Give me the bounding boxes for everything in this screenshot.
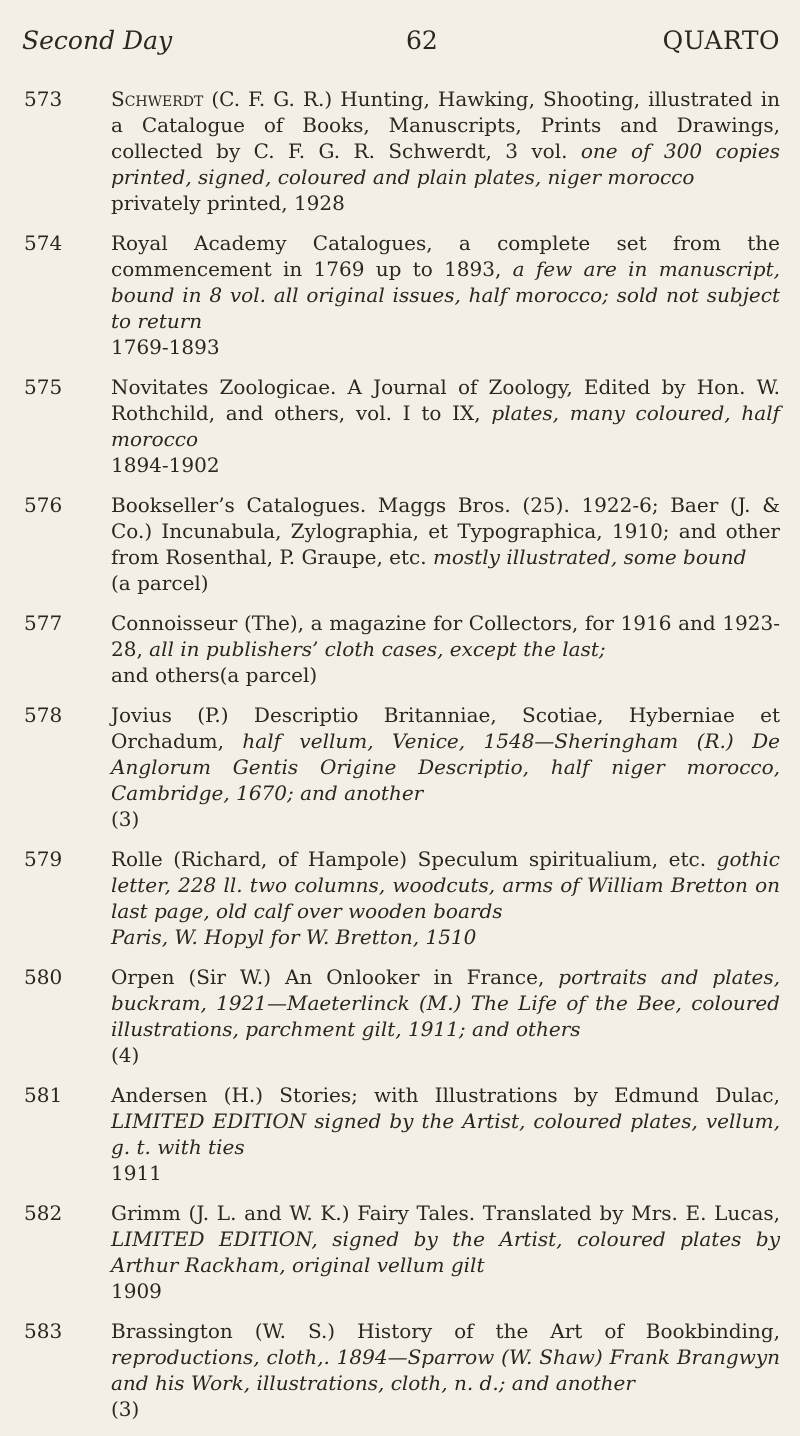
- lot-text: Brassington (W. S.) History of the Art of Bookbinding,: [111, 1319, 780, 1343]
- section-title: Second Day: [22, 26, 173, 55]
- lot-entry: [24, 702, 780, 832]
- lot-number: 575: [24, 375, 63, 399]
- lot-description: [111, 964, 780, 1068]
- lot-number: 582: [24, 1201, 63, 1225]
- lot-detail: LIMITED EDITION signed by the Artist, coloured plates, vellum, g. t. with ties: [111, 1109, 780, 1159]
- lot-description: [111, 230, 780, 360]
- lot-description: [111, 374, 780, 478]
- lot-number: 579: [24, 847, 63, 871]
- lot-text: Royal Academy Catalogues, a complete set from the commencement in 1769 up to 1893,: [111, 231, 780, 281]
- lot-entry: [24, 230, 780, 360]
- lot-text: Orpen (Sir W.) An Onlooker in France,: [111, 965, 545, 989]
- lot-number: 574: [24, 231, 63, 255]
- lot-entry: [24, 1318, 780, 1422]
- lot-trailer: (3): [111, 807, 140, 831]
- page-number: 62: [406, 26, 438, 55]
- lot-trailer: 1894-1902: [111, 453, 220, 477]
- lot-detail: a few are in manuscript, bound in 8 vol. all original issues, half morocco; sold not subject to return: [111, 257, 781, 333]
- lot-number: 573: [24, 87, 63, 111]
- lot-text: Bookseller’s Catalogues. Maggs Bros. (25). 1922-6; Baer (J. & Co.) Incunabula, Zylographia, et Typographica, 1910; and other from Rosenthal, P. Graupe, etc.: [111, 493, 780, 569]
- lot-description: [111, 846, 780, 950]
- lot-detail: half vellum, Venice, 1548—Sheringham (R.) De Anglorum Gentis Origine Descriptio, half niger morocco, Cambridge, 1670; and another: [111, 729, 781, 805]
- lot-trailer: 1769-1893: [111, 335, 220, 359]
- lot-entry: [24, 1200, 780, 1304]
- lot-author: Schwerdt (C. F. G. R.): [111, 87, 333, 111]
- lot-entry: [24, 610, 780, 688]
- lot-text: Connoisseur (The), a magazine for Collectors, for 1916 and 1923-28,: [111, 611, 780, 661]
- lot-trailer: 1909: [111, 1279, 162, 1303]
- lot-text: Novitates Zoologicae. A Journal of Zoology, Edited by Hon. W. Rothchild, and others, vol. I to IX,: [111, 375, 780, 425]
- lot-description: [111, 492, 780, 596]
- lot-detail: portraits and plates, buckram, 1921—Maeterlinck (M.) The Life of the Bee, coloured illustrations, parchment gilt, 1911; and others: [111, 965, 781, 1041]
- lot-description: [111, 86, 780, 216]
- lot-trailer: (a parcel): [111, 571, 209, 595]
- lot-number: 576: [24, 493, 63, 517]
- lot-detail: one of 300 copies printed, signed, coloured and plain plates, niger morocco: [111, 139, 780, 189]
- lot-number: 577: [24, 611, 63, 635]
- lot-number: 578: [24, 703, 63, 727]
- lot-trailer: (4): [111, 1043, 140, 1067]
- lot-list: [24, 86, 780, 1436]
- lot-trailer: (3): [111, 1397, 140, 1421]
- lot-trailer: privately printed, 1928: [111, 191, 345, 215]
- lot-detail: mostly illustrated, some bound: [432, 545, 747, 569]
- lot-detail: all in publishers’ cloth cases, except the last;: [149, 637, 606, 661]
- lot-entry: [24, 86, 780, 216]
- lot-text: Andersen (H.) Stories; with Illustrations by Edmund Dulac,: [111, 1083, 780, 1107]
- lot-text: Grimm (J. L. and W. K.) Fairy Tales. Translated by Mrs. E. Lucas,: [111, 1201, 780, 1225]
- lot-number: 580: [24, 965, 63, 989]
- lot-description: [111, 1082, 780, 1186]
- lot-trailer: (a parcel): [219, 663, 318, 687]
- lot-number: 581: [24, 1083, 63, 1107]
- lot-entry: [24, 374, 780, 478]
- lot-detail: reproductions, cloth,. 1894—Sparrow (W. Shaw) Frank Brangwyn and his Work, illustrations, cloth, n. d.; and another: [111, 1345, 780, 1395]
- page-header: [22, 26, 780, 66]
- lot-description: [111, 1200, 780, 1304]
- lot-detail: plates, many coloured, half morocco: [111, 401, 781, 451]
- lot-entry: [24, 846, 780, 950]
- lot-detail: gothic letter, 228 ll. two columns, woodcuts, arms of William Bretton on last page, old calf over wooden boards: [111, 847, 780, 923]
- lot-entry: [24, 1082, 780, 1186]
- lot-text: Rolle (Richard, of Hampole) Speculum spiritualium, etc.: [111, 847, 707, 871]
- lot-entry: [24, 964, 780, 1068]
- lot-trailer: 1911: [111, 1161, 162, 1185]
- lot-description: [111, 1318, 780, 1422]
- lot-entry: [24, 492, 780, 596]
- lot-detail: LIMITED EDITION, signed by the Artist, coloured plates by Arthur Rackham, original vellum gilt: [111, 1227, 780, 1277]
- lot-note: and others: [111, 663, 220, 687]
- lot-description: [111, 702, 780, 832]
- lot-trailer: Paris, W. Hopyl for W. Bretton, 1510: [111, 925, 477, 949]
- lot-text: Hunting, Hawking, Shooting, illustrated in a Catalogue of Books, Manuscripts, Prints and Drawings, collected by C. F. G. R. Schwerdt, 3 vol.: [111, 87, 780, 163]
- lot-number: 583: [24, 1319, 63, 1343]
- lot-text: Jovius (P.) Descriptio Britanniae, Scotiae, Hyberniae et Orchadum,: [111, 703, 780, 753]
- format-label: QUARTO: [662, 26, 780, 55]
- lot-description: [111, 610, 780, 688]
